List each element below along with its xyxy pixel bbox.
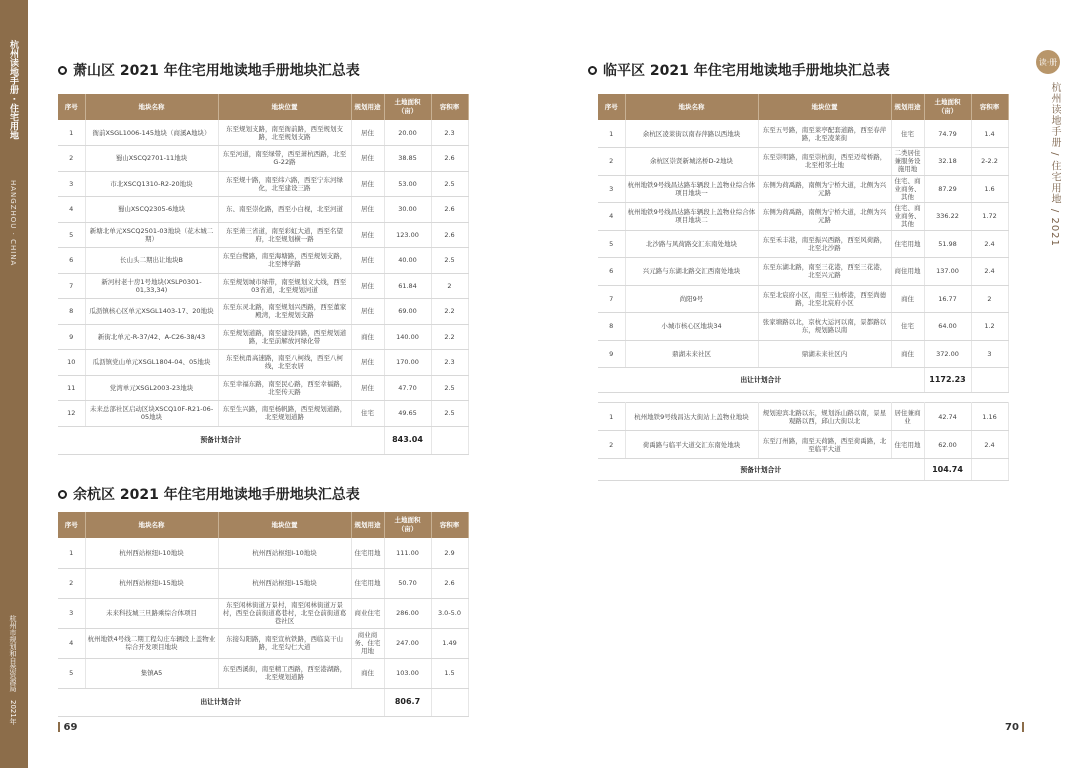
column-header: 容积率 [431,512,468,538]
table-cell: 商住 [891,285,924,313]
table-cell: 4 [58,197,85,223]
table-row [598,203,1008,231]
table-cell: 123.00 [384,222,431,248]
column-header: 序号 [58,94,85,120]
table-cell: 74.79 [924,120,971,148]
table-cell: 2.5 [431,248,468,274]
table-cell: 2 [971,285,1008,313]
table-cell: 长山头二期出让地块B [85,248,218,274]
table-cell: 2.9 [431,538,468,568]
table-cell: 东至白鹭路，南至海塘路，西至规划支路，北至博学路 [218,248,351,274]
column-header: 容积率 [971,94,1008,120]
table-cell: 61.84 [384,273,431,299]
table-cell: 东至东湖北路，南至三花港，西至三花港，北至兴元路 [758,258,891,286]
table-cell: 2-2.2 [971,148,1008,176]
table-cell: 8 [58,299,85,325]
table-cell: 东至规划城市绿带，南至规划义大线，西至03省道，北至规划河道 [218,273,351,299]
column-header: 土地面积（亩） [384,94,431,120]
table-cell: 8 [598,313,625,341]
table-cell: 小城市核心区地块34 [625,313,758,341]
table-cell: 蜀山XSCQ2701-11地块 [85,146,218,172]
side-subtitle: HANGZHOU · CHINA [9,180,17,267]
table-row [598,230,1008,258]
table-cell: 3 [598,175,625,203]
column-header: 地块名称 [85,512,218,538]
table-cell: 2.5 [431,401,468,427]
table-cell: 47.70 [384,375,431,401]
table-row [598,148,1008,176]
table-cell: 衙前XSGL1006-145地块（商溪A地块） [85,120,218,146]
table-cell: 新街北单元-R-37/42、A-C26-38/43 [85,324,218,350]
table-cell: 未来科技城三旦路乘综合体项目 [85,598,218,628]
table-cell: 2.2 [431,324,468,350]
table-row [58,222,468,248]
column-header: 土地面积（亩） [384,512,431,538]
table-cell: 1 [58,120,85,146]
column-header: 地块位置 [758,94,891,120]
table-cell: 东至生兴路，南至杨帆路，西至规划道路，北至规划道路 [218,401,351,427]
table-cell: 5 [598,230,625,258]
table-cell: 1 [598,120,625,148]
table-cell: 51.98 [924,230,971,258]
table-cell: 东至河道，南至绿带，西至萧杭西路，北至G-22路 [218,146,351,172]
table-cell: 居住 [351,222,384,248]
table-cell: 1.72 [971,203,1008,231]
table-cell: 2.3 [431,120,468,146]
table-cell: 居住 [351,171,384,197]
table-cell: 2.6 [431,197,468,223]
table-cell: 50.70 [384,568,431,598]
table-cell: 2.4 [971,230,1008,258]
table-cell: 2 [58,146,85,172]
table-cell: 蜀山XSCQ2305-6地块 [85,197,218,223]
table-cell: 瓜沥镇党山单元XSGL1804-04、05地块 [85,350,218,376]
table-cell: 瓜沥镇核心区单元XSGL1403-17、20地块 [85,299,218,325]
table-row [598,313,1008,341]
table-cell: 4 [598,203,625,231]
table-cell: 2.2 [431,299,468,325]
table-row [58,197,468,223]
table-row [58,120,468,146]
column-header: 地块名称 [625,94,758,120]
table-cell: 1.4 [971,120,1008,148]
total-value: 806.7 [384,688,431,716]
table-cell: 2.4 [971,258,1008,286]
table-cell: 2.6 [431,222,468,248]
table-cell: 7 [58,273,85,299]
table-row [58,146,468,172]
table-cell: 137.00 [924,258,971,286]
table-row [598,175,1008,203]
total-label: 预备计划合计 [58,426,384,454]
total-row [598,459,1008,481]
table-row [58,628,468,658]
table-cell: 东接勾阳路，南至宣杭铁路，西临莫干山路，北至勾仁大道 [218,628,351,658]
table-cell: 余杭区崇贤新城洺桥D-2地块 [625,148,758,176]
table-cell: 杭州西站枢纽I-10地块 [85,538,218,568]
table-cell: 东至杭甬高速路，南至八柯线，西至八柯线，北至农居 [218,350,351,376]
column-header: 序号 [58,512,85,538]
table-cell: 64.00 [924,313,971,341]
table-cell: 42.74 [924,403,971,431]
yuhang-table [58,512,469,717]
table-cell: 市北XSCQ1310-R2-20地块 [85,171,218,197]
table-cell: 9 [58,324,85,350]
table-cell: 1.16 [971,403,1008,431]
table-row [58,375,468,401]
total-row [58,426,468,454]
book-logo: 读·册 [1036,50,1060,74]
table-cell: 居住 [351,375,384,401]
table-cell: 东至规划支路，南至衙前路，西至规划支路，北至规划支路 [218,120,351,146]
table-row [58,598,468,628]
table-cell: 住宅用地 [891,230,924,258]
total-row [598,368,1008,393]
table-cell: 杭州地铁9号线昌达路车辆段上盖物业综合体项目地块一 [625,175,758,203]
table-cell: 住宅、商业商务、其他 [891,175,924,203]
table-cell: 东至幸福东路，南至民心路，西至幸福路，北至传天路 [218,375,351,401]
table-cell: 12 [58,401,85,427]
bullet-icon [58,66,67,75]
table-cell: 3 [58,171,85,197]
table-cell: 170.00 [384,350,431,376]
table-cell: 372.00 [924,340,971,368]
table-cell: 居住 [351,248,384,274]
table-cell: 5 [58,658,85,688]
table-cell: 2.6 [431,146,468,172]
table-header-row [598,94,1008,120]
linping-title [588,60,890,80]
table-cell: 32.18 [924,148,971,176]
empty-cell [971,368,1008,393]
table-cell: 1.2 [971,313,1008,341]
table-cell: 东至西溪街，南至精工西路，西至港湖路，北至规划道路 [218,658,351,688]
table-cell: 余杭区凌莱街以南春萍路以西地块 [625,120,758,148]
column-header: 土地面积（亩） [924,94,971,120]
table-cell: 集镇A5 [85,658,218,688]
page-number-left: 69 [58,722,77,733]
side-title: 杭州读地手册 · 住宅用地 [8,40,18,140]
table-cell: 53.00 [384,171,431,197]
table-cell: 居住兼商业 [891,403,924,431]
table-cell: 杭州地铁4号线二期工程勾庄车辆段上盖物业综合开发项目地块 [85,628,218,658]
table-cell: 新塘北单元XSCQ2501-03地块（花木城二期） [85,222,218,248]
table-cell: 6 [598,258,625,286]
column-header: 序号 [598,94,625,120]
table-cell: 住宅用地 [891,431,924,459]
table-cell: 3 [58,598,85,628]
table-cell: 38.85 [384,146,431,172]
total-label: 出让计划合计 [598,368,924,393]
table-cell: 2 [598,431,625,459]
table-cell: 住宅、商业商务、其他 [891,203,924,231]
bullet-icon [58,490,67,499]
total-label: 出让计划合计 [58,688,384,716]
table-header-row [58,512,468,538]
table-cell: 2 [58,568,85,598]
table-cell: 103.00 [384,658,431,688]
table-cell: 10 [58,350,85,376]
table-cell: 40.00 [384,248,431,274]
table-cell: 9 [598,340,625,368]
xiaoshan-title [58,60,360,80]
table-cell: 62.00 [924,431,971,459]
table-cell: 东至萧三省道，南至彩虹大道，西至名望府，北至规划横一路 [218,222,351,248]
table-cell: 居住 [351,146,384,172]
table-row [598,431,1008,459]
table-cell: 140.00 [384,324,431,350]
table-cell: 未来总部社区启动区块XSCQ10F-R21-06-05地块 [85,401,218,427]
table-cell: 东至禾丰港，南至振兴西路，西至风荷路，北至北沙路 [758,230,891,258]
table-cell: 东至规十路，南至纬六路，西至宁东河绿化，北至建设三路 [218,171,351,197]
table-cell: 1.49 [431,628,468,658]
side-footer: 杭州市规划和自然资源局 [9,615,17,692]
table-row [58,658,468,688]
table-cell: 2.3 [431,350,468,376]
xiaoshan-title-text: 萧山区 2021 年住宅用地读地手册地块汇总表 [73,63,360,79]
table-row [58,299,468,325]
table-cell: 张家塘路以北，京杭大运河以南，景都路以东，规划路以南 [758,313,891,341]
table-cell: 鼎湖未来社区内 [758,340,891,368]
table-cell: 商住用地 [891,258,924,286]
table-cell: 居住 [351,197,384,223]
table-cell: 20.00 [384,120,431,146]
table-row [598,258,1008,286]
right-side-text: 杭州读地手册 / 住宅用地 / 2021 [1049,82,1060,247]
column-header: 地块位置 [218,512,351,538]
table-cell: 1 [58,538,85,568]
table-row [58,324,468,350]
table-cell: 1.5 [431,658,468,688]
table-cell: 鼎湖未来社区 [625,340,758,368]
yuhang-title-text: 余杭区 2021 年住宅用地读地手册地块汇总表 [73,487,360,503]
table-cell: 住宅用地 [351,568,384,598]
column-header: 容积率 [431,94,468,120]
linping-title-text: 临平区 2021 年住宅用地读地手册地块汇总表 [603,63,890,79]
table-row [598,403,1008,431]
side-year: 2021年 [9,700,17,725]
table-cell: 杭州地铁9号线昌达大街站上盖物业地块 [625,403,758,431]
column-header: 地块名称 [85,94,218,120]
table-cell: 东、南至崇化路，西至小白枧，北至河道 [218,197,351,223]
table-cell: 336.22 [924,203,971,231]
table-cell: 居住 [351,273,384,299]
total-label: 预备计划合计 [598,459,924,481]
table-cell: 荷禹路与临平大道交汇东南处地块 [625,431,758,459]
table-cell: 2.6 [431,568,468,598]
page-number-right: 70 [1005,722,1024,733]
column-header: 规划用途 [891,94,924,120]
table-cell: 东至东灵北路，南至规划兴西路，西至董家殿湾，北至规划支路 [218,299,351,325]
table-cell: 7 [598,285,625,313]
table-cell: 49.65 [384,401,431,427]
table-cell: 11 [58,375,85,401]
bullet-icon [588,66,597,75]
table-cell: 东侧为荷禹路，南侧为宁桥大道，北侧为兴元路 [758,175,891,203]
table-row [598,285,1008,313]
table-cell: 东至闲林街道万景村，南至闲林街道万景村，西至仓前街道葛巷村，北至仓前街道葛巷社区 [218,598,351,628]
table-cell: 5 [58,222,85,248]
table-cell: 111.00 [384,538,431,568]
xiaoshan-table [58,94,469,455]
column-header: 规划用途 [351,94,384,120]
linping-table-a [598,94,1009,393]
total-row [58,688,468,716]
empty-cell [431,426,468,454]
table-cell: 1 [598,403,625,431]
table-row [58,171,468,197]
table-cell: 2.5 [431,375,468,401]
table-cell: 杭州西站枢纽I-10地块 [218,538,351,568]
total-value: 843.04 [384,426,431,454]
table-cell: 党湾单元XSGL2003-23地块 [85,375,218,401]
table-cell: 商住 [891,340,924,368]
table-row [58,568,468,598]
table-cell: 商业住宅 [351,598,384,628]
table-cell: 30.00 [384,197,431,223]
table-cell: 东至五号路，南至莱亭配套道路，西至春萍路，北至凌莱街 [758,120,891,148]
table-cell: 286.00 [384,598,431,628]
table-cell: 247.00 [384,628,431,658]
table-cell: 商住 [351,658,384,688]
table-row [58,248,468,274]
table-cell: 商业商务、住宅用地 [351,628,384,658]
table-cell: 2.4 [971,431,1008,459]
table-cell: 住宅用地 [351,538,384,568]
table-cell: 87.29 [924,175,971,203]
table-cell: 住宅 [891,313,924,341]
table-cell: 杭州地铁9号线昌达路车辆段上盖物业综合体项目地块二 [625,203,758,231]
table-cell: 东至北宸府小区，南至三仙桥港，西至尚德路，北至北宸府小区 [758,285,891,313]
table-cell: 杭州西站枢纽I-15地块 [218,568,351,598]
table-cell: 1.6 [971,175,1008,203]
table-cell: 东至汀州路，南至天荷路，西至荷禹路，北至临平大道 [758,431,891,459]
table-cell: 住宅 [891,120,924,148]
table-cell: 4 [58,628,85,658]
table-cell: 69.00 [384,299,431,325]
table-cell: 东至规划道路，南至建设四路，西至规划道路，北至前解放河绿化带 [218,324,351,350]
table-cell: 住宅 [351,401,384,427]
table-row [58,350,468,376]
left-side-band [0,0,28,768]
table-row [598,120,1008,148]
yuhang-title [58,484,360,504]
table-cell: 北沙路与风荷路交汇东南处地块 [625,230,758,258]
table-row [598,340,1008,368]
table-row [58,538,468,568]
table-cell: 2 [431,273,468,299]
table-cell: 东侧为荷禹路，南侧为宁桥大道，北侧为兴元路 [758,203,891,231]
table-cell: 新河村老十房1号地块(XSLP0301-01,33,34) [85,273,218,299]
column-header: 地块位置 [218,94,351,120]
table-cell: 3.0-5.0 [431,598,468,628]
table-cell: 二类居住兼服务设施用地 [891,148,924,176]
table-cell: 东至崇明路，南至崇杭街，西至迈莺桥路，北至相邻土地 [758,148,891,176]
linping-table-b [598,402,1009,481]
table-cell: 2.5 [431,171,468,197]
table-row [58,401,468,427]
total-value: 104.74 [924,459,971,481]
table-cell: 兴元路与东湖北路交汇西南处地块 [625,258,758,286]
table-cell: 居住 [351,350,384,376]
table-cell: 2 [598,148,625,176]
column-header: 规划用途 [351,512,384,538]
table-header-row [58,94,468,120]
table-cell: 杭州西站枢纽I-15地块 [85,568,218,598]
table-cell: 商住 [351,324,384,350]
total-value: 1172.23 [924,368,971,393]
empty-cell [431,688,468,716]
empty-cell [971,459,1008,481]
table-cell: 居住 [351,120,384,146]
table-cell: 3 [971,340,1008,368]
table-row [58,273,468,299]
table-cell: 居住 [351,299,384,325]
table-cell: 尚阳9号 [625,285,758,313]
table-cell: 6 [58,248,85,274]
table-cell: 规划迎宾北路以东，规划泺山路以南，景星观路以西，邱山大街以北 [758,403,891,431]
table-cell: 16.77 [924,285,971,313]
